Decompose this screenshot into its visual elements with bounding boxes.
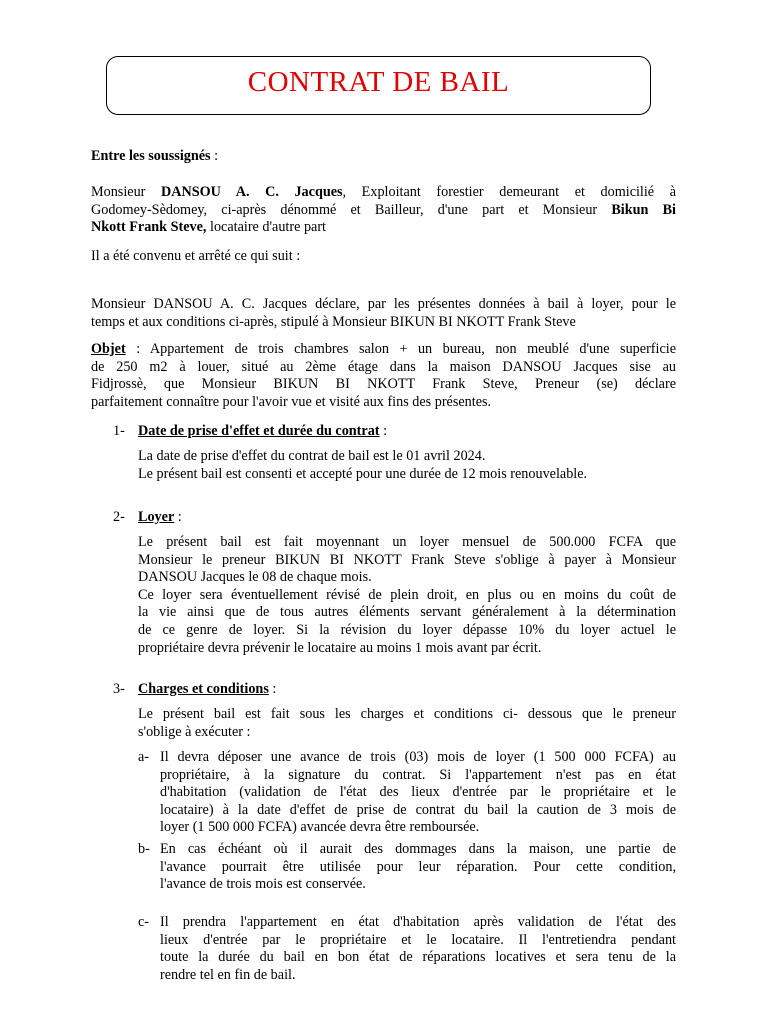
objet-label: Objet xyxy=(91,341,126,357)
section-2-line-6: de ce genre de loyer. Si la révision du loyer dépasse 10% du loyer actuel le xyxy=(138,621,676,638)
section-3-intro xyxy=(138,706,676,741)
item-b-mark: b- xyxy=(138,841,150,857)
section-3-heading xyxy=(138,681,676,699)
parties-intro-label: Entre les soussignés xyxy=(91,148,211,164)
document-title: CONTRAT DE BAIL xyxy=(247,65,510,98)
objet-line-3: Fidjrossè, que Monsieur BIKUN BI NKOTT Frank Steve, Preneur (se) déclare xyxy=(91,376,676,393)
preneur-name-2: Nkott Frank Steve, xyxy=(91,219,207,236)
item-c-line-1: Il prendra l'appartement en état d'habitation après validation de l'état des xyxy=(160,914,676,930)
section-2-heading-suffix: : xyxy=(174,509,182,525)
section-1-number: 1- xyxy=(113,423,125,439)
section-2-number: 2- xyxy=(113,509,125,525)
section-3-heading-text: Charges et conditions xyxy=(138,681,269,697)
item-a-line-2: propriétaire, à la signature du contrat. Si l'appartement n'est pas en état xyxy=(160,766,676,783)
section-2-line-7: propriétaire devra prévenir le locataire au moins 1 mois avant par écrit. xyxy=(138,639,542,656)
parties-l1-rest: , Exploitant forestier demeurant et domicilié à xyxy=(342,184,676,200)
section-1-heading-suffix: : xyxy=(379,423,388,439)
item-c-mark: c- xyxy=(138,914,150,930)
parties-l3-rest: locataire d'autre part xyxy=(206,219,327,236)
item-c-line-3: toute la durée du bail en bon état de réparations locatives et sera tenu de la xyxy=(160,949,676,966)
agreement-text: Il a été convenu et arrêté ce qui suit : xyxy=(91,248,301,264)
parties-line-3 xyxy=(91,219,676,237)
section-2-heading-text: Loyer xyxy=(138,509,175,525)
parties-intro-suffix: : xyxy=(210,148,219,164)
item-a-line-1: Il devra déposer une avance de trois (03) mois de loyer (1 500 000 FCFA) au xyxy=(160,749,676,765)
bailleur-name: DANSOU A. C. Jacques xyxy=(160,184,343,200)
item-b-body xyxy=(160,841,676,894)
objet-line-1-text: : Appartement de trois chambres salon + un bureau, non meublé d'une superficie xyxy=(125,341,676,357)
declaration-line-1: Monsieur DANSOU A. C. Jacques déclare, par les présentes données à bail à loyer, pour le xyxy=(91,296,676,312)
item-a-body xyxy=(160,749,676,837)
section-1-line-2: Le présent bail est consenti et accepté pour une durée de 12 mois renouvelable. xyxy=(138,465,588,482)
section-2-line-1: Le présent bail est fait moyennant un loyer mensuel de 500.000 FCFA que xyxy=(138,534,676,550)
section-2-body xyxy=(138,534,676,657)
section-3-intro-line-1: Le présent bail est fait sous les charges et conditions ci- dessous que le preneur xyxy=(138,706,676,722)
objet-line-2: de 250 m2 à louer, situé au 2ème étage dans la maison DANSOU Jacques sise au xyxy=(91,358,676,375)
section-2-line-4: Ce loyer sera éventuellement révisé de plein droit, en plus ou en moins du coût de xyxy=(138,586,676,603)
section-1-body xyxy=(138,448,676,483)
parties-l2-prefix: Godomey-Sèdomey, ci-après dénommé et Bailleur, d'une part et Monsieur xyxy=(91,201,612,218)
declaration-paragraph xyxy=(91,296,676,331)
section-2-line-5: la vie ainsi que de tous autres éléments servant généralement à la détermination xyxy=(138,604,676,621)
section-2-line-3: DANSOU Jacques le 08 de chaque mois. xyxy=(138,569,372,586)
section-1-heading xyxy=(138,423,676,441)
section-2-heading xyxy=(138,509,676,527)
title-box xyxy=(106,56,651,115)
parties-intro xyxy=(91,148,676,166)
objet-paragraph xyxy=(91,341,676,411)
section-3-number: 3- xyxy=(113,681,125,697)
item-c-line-4: rendre tel en fin de bail. xyxy=(160,966,296,983)
item-a-mark: a- xyxy=(138,749,150,765)
preneur-name-1: Bikun Bi xyxy=(611,201,676,218)
item-a-line-3: d'habitation (validation de l'état des lieux d'entrée par le propriétaire et le xyxy=(160,784,676,801)
objet-line-4: parfaitement connaître pour l'avoir vue et visité aux fins des présentes. xyxy=(91,393,492,410)
parties-line-2 xyxy=(91,202,676,220)
section-3-intro-line-2: s'oblige à exécuter : xyxy=(138,723,251,740)
objet-line-1 xyxy=(91,341,676,359)
item-b-line-3: l'avance de trois mois est conservée. xyxy=(160,876,366,893)
item-c-body xyxy=(160,914,676,984)
item-b-line-2: l'avance pourrait être utilisée pour leur réparation. Pour cette condition, xyxy=(160,858,676,875)
declaration-line-2: temps et aux conditions ci-après, stipulé à Monsieur BIKUN BI NKOTT Frank Steve xyxy=(91,313,576,330)
parties-line-1 xyxy=(91,184,676,202)
item-c-line-2: lieux d'entrée par le propriétaire et le locataire. Il l'entretiendra pendant xyxy=(160,931,676,948)
parties-paragraph xyxy=(91,184,676,237)
item-b-line-1: En cas échéant où il aurait des dommages dans la maison, une partie de xyxy=(160,841,676,857)
section-1-line-1: La date de prise d'effet du contrat de bail est le 01 avril 2024. xyxy=(138,448,486,464)
section-2-line-2: Monsieur le preneur BIKUN BI NKOTT Frank Steve s'oblige à payer à Monsieur xyxy=(138,551,676,568)
item-a-line-4: locataire) à la date d'effet de prise de contrat du bail la caution de 3 mois de xyxy=(160,801,676,818)
section-3-heading-suffix: : xyxy=(268,681,277,697)
section-1-heading-text: Date de prise d'effet et durée du contrat xyxy=(138,423,380,439)
parties-l1-prefix: Monsieur xyxy=(91,184,161,200)
item-a-line-5: loyer (1 500 000 FCFA) avancée devra être remboursée. xyxy=(160,819,480,836)
